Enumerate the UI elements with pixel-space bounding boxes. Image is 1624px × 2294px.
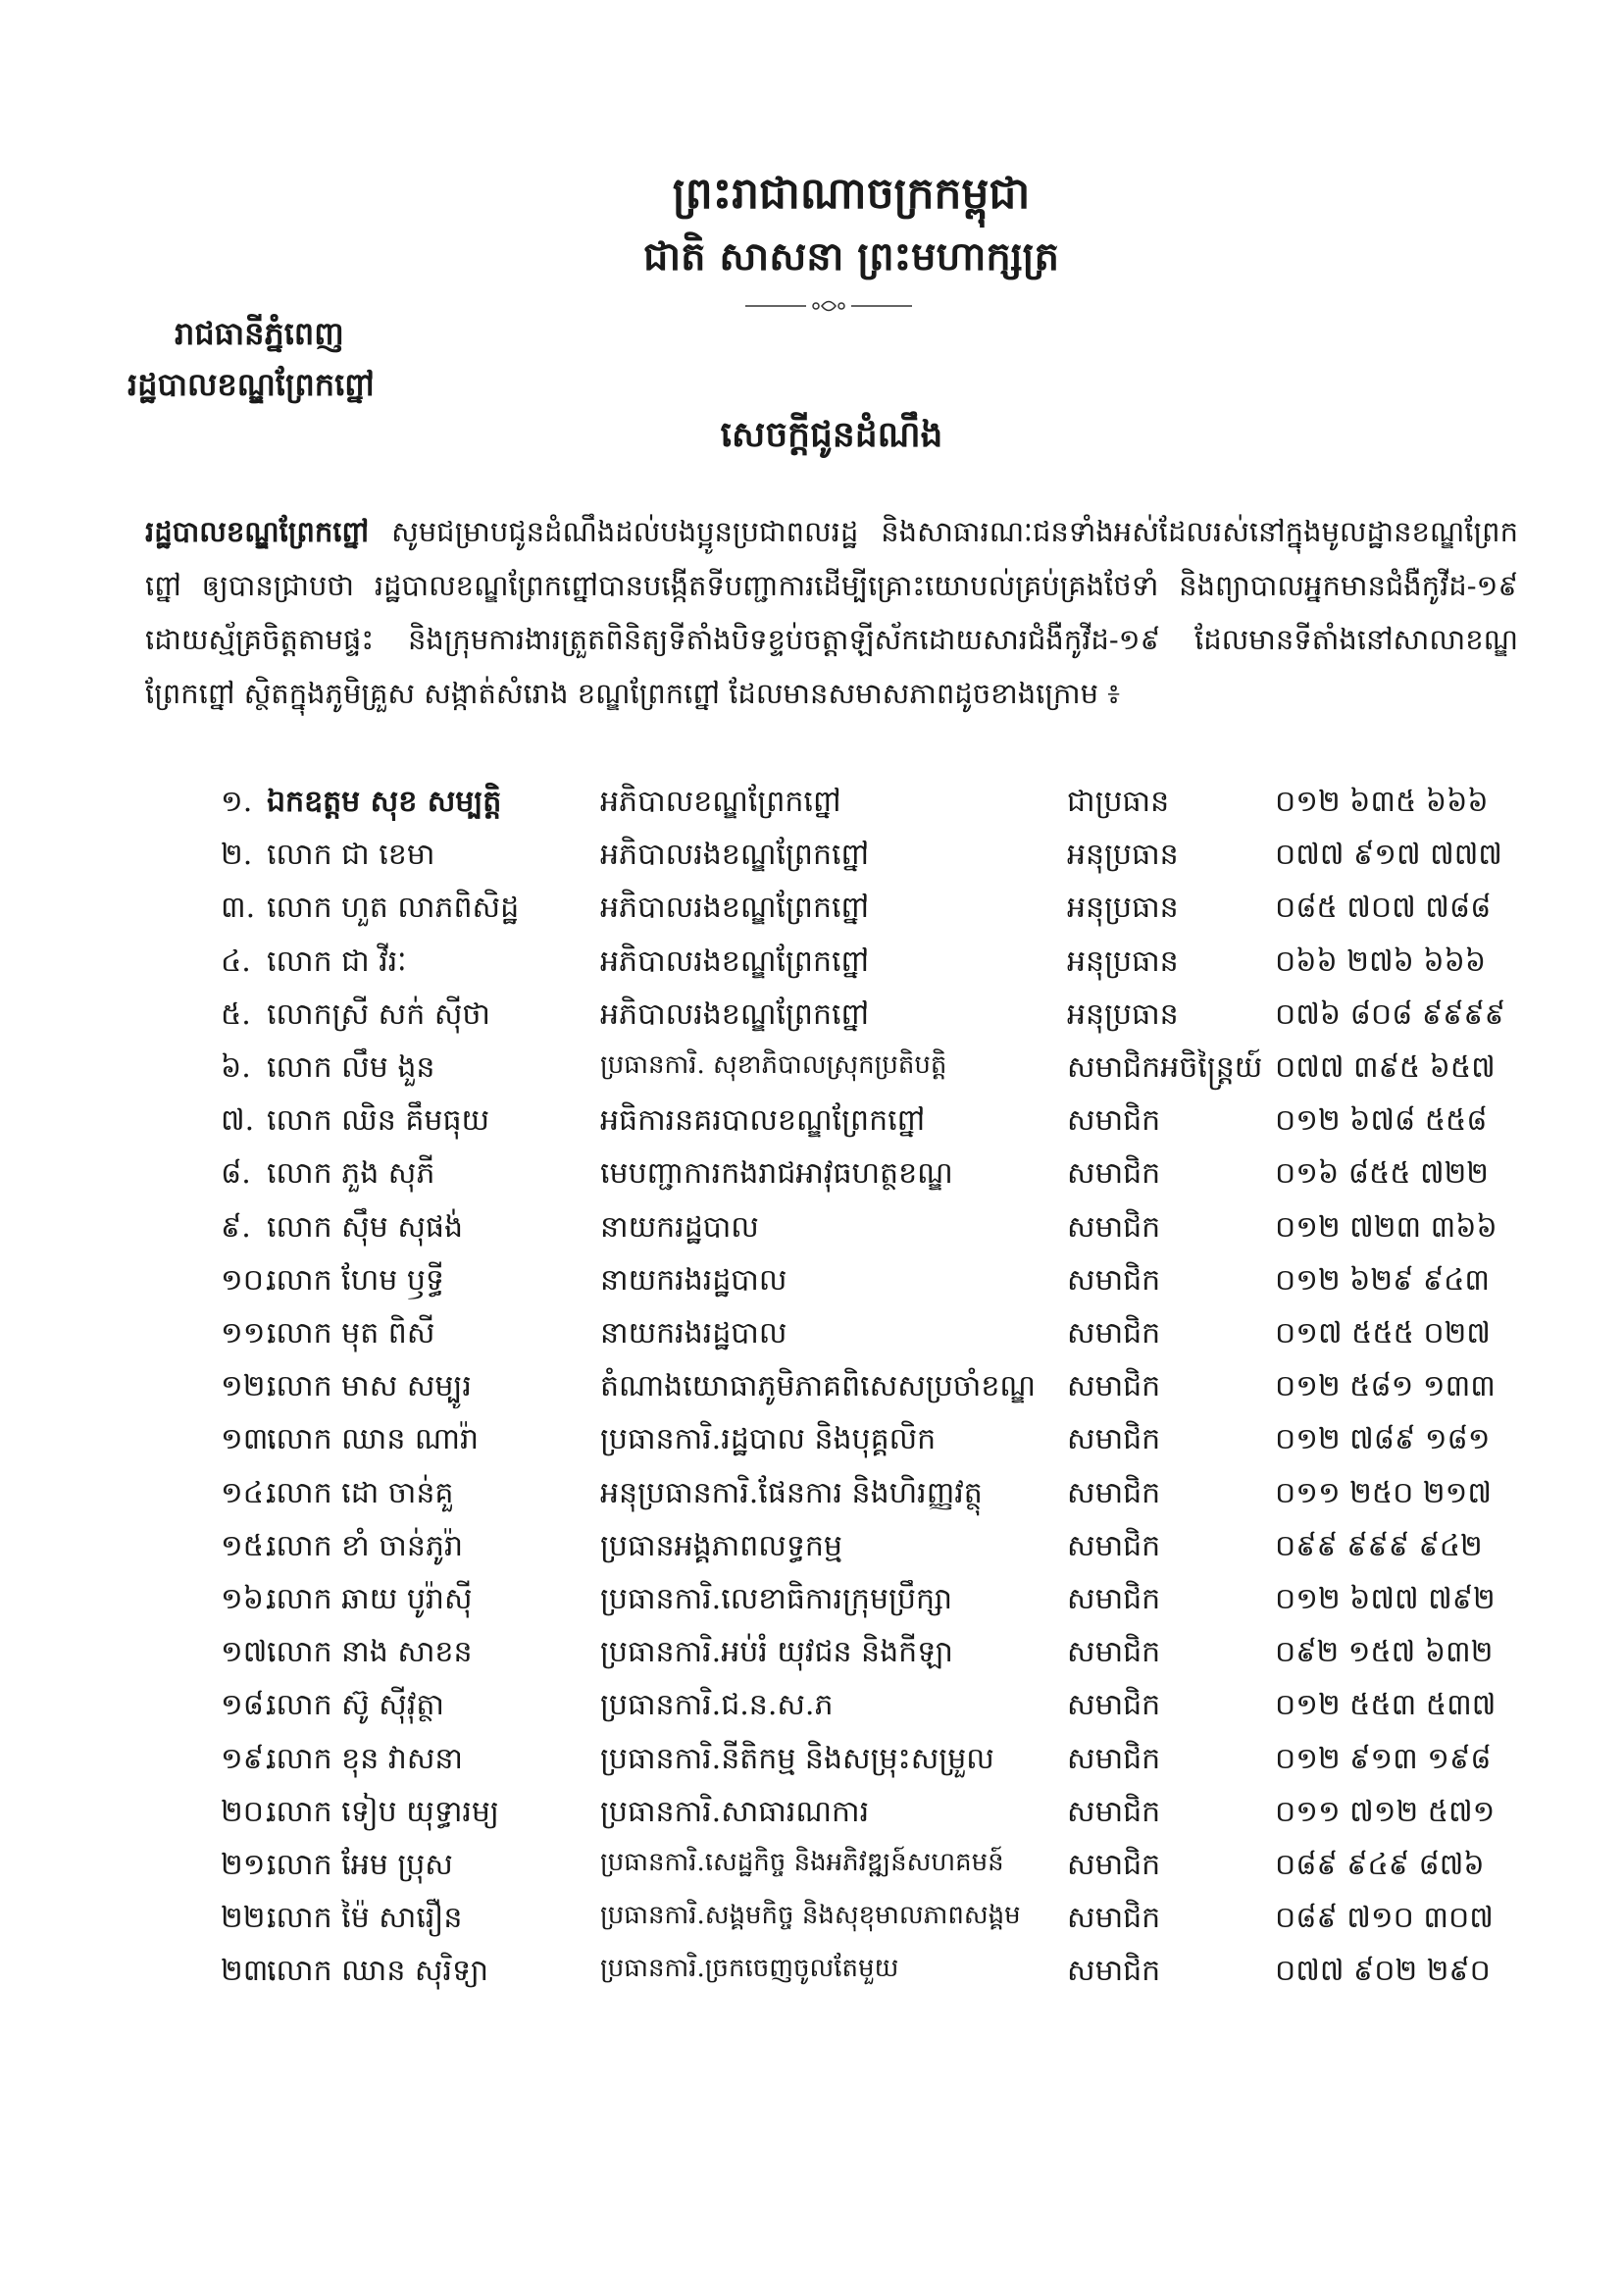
member-phone: ០៩២ ១៥៧ ៦៣២ [1275,1635,1494,1670]
member-row [0,1740,1624,1791]
member-number: ១៧. [221,1635,277,1670]
member-position: អធិការនគរបាលខណ្ឌព្រែកព្នៅ [600,1103,926,1139]
member-role: សមាជិក [1067,1954,1161,1989]
kingdom-motto: ជាតិ សាសនា ព្រះមហាក្សត្រ [643,233,1059,280]
member-position: ប្រធានការិ.លេខាធិការក្រុមប្រឹក្សា [600,1582,953,1616]
member-name: លោក ឆាយ បូរ៉ាស៊ី [267,1582,473,1616]
member-number: ១៨. [221,1688,274,1723]
member-row [0,1846,1624,1897]
member-name: លោក មាស សម្បូរ [267,1369,472,1404]
member-role: សមាជិក [1067,1688,1161,1723]
member-position: ប្រធានការិ.សង្គមកិច្ច និងសុខុមាលភាពសង្គម [600,1901,1021,1931]
member-role: ជាប្រធាន [1067,785,1170,819]
member-name: លោក ដោ ចាន់គួ [267,1475,454,1510]
member-position: អនុប្រធានការិ.ផែនការ និងហិរញ្ញវត្ថុ [600,1475,983,1510]
intro-body: សូមជម្រាបជូនដំណឹងដល់បងប្អូនប្រជាពលរដ្ឋ និងសាធារណៈជនទាំងអស់ដែលរស់នៅក្នុងមូលដ្ឋានខណ្ឌព្រែកព្នៅ ឲ្យបានជ្រាបថា រដ្ឋបាលខណ្ឌព្រែកព្នៅបានបង្កើតទីបញ្ជាការដើម្បីគ្រោះយោបល់គ្រប់គ្រងថែទាំ និងព្យាបាលអ្នកមានជំងឺកូវីដ-១៩ ដោយស្ម័គ្រចិត្តតាមផ្ទះ និងក្រុមការងារត្រួតពិនិត្យទីតាំងបិទខ្ទប់ចត្តាឡីស័កដោយសារជំងឺកូវីដ-១៩ ដែលមានទីតាំងនៅសាលាខណ្ឌព្រែកព្នៅ ស្ថិតក្នុងភូមិគ្រួស សង្កាត់សំរោង ខណ្ឌព្រែកព្នៅ ដែលមានសមាសភាពដូចខាងក្រោម ៖ [145,515,1518,710]
member-row [0,1686,1624,1737]
member-position: នាយករងរដ្ឋបាល [600,1316,787,1351]
member-phone: ០១២ ៦៧៧ ៧៩២ [1275,1582,1496,1616]
member-role: សមាជិក [1067,1635,1161,1670]
member-number: ១. [221,785,253,819]
member-name: លោក ខុន វាសនា [267,1741,463,1776]
member-row [0,1367,1624,1418]
document-title: សេចក្តីជូនដំណឹង [720,414,943,455]
member-name: លោក ហែម ឫទ្ធី [267,1262,444,1298]
kingdom-title: ព្រះរាជាណាចក្រកម្ពុជា [672,169,1031,219]
member-phone: ០៨៥ ៧០៧ ៧៨៨ [1275,891,1492,926]
member-number: ១៣. [221,1422,278,1457]
member-number: ១៩. [221,1741,274,1776]
member-phone: ០៧៧ ៩១៧ ៧៧៧ [1275,838,1502,873]
member-position: ប្រធានការិ.នីតិកម្ម និងសម្រុះសម្រួល [600,1741,994,1776]
member-name: លោក ជា វីរៈ [267,943,407,979]
intro-paragraph [145,505,1518,721]
member-role: សមាជិក [1067,1901,1161,1936]
member-position: ប្រធានការិ.អប់រំ យុវជន និងកីឡា [600,1635,953,1670]
member-role: អនុប្រធាន [1067,891,1179,926]
member-position: អភិបាលខណ្ឌព្រែកព្នៅ [600,785,841,819]
member-number: ៦. [221,1050,251,1085]
member-position: ប្រធានការិ.រដ្ឋបាល និងបុគ្គលិក [600,1422,937,1457]
member-phone: ០៨៩ ៧១០ ៣០៧ [1275,1901,1494,1936]
member-row [0,1420,1624,1471]
member-role: សមាជិក [1067,1794,1161,1829]
member-position: ប្រធានការិ.សាធារណការ [600,1794,870,1829]
member-number: ១២. [221,1369,275,1404]
member-role: សមាជិក [1067,1582,1161,1616]
member-name: លោក ឈាន សុរិទ្យា [267,1954,489,1989]
member-phone: ០១២ ៦៣៥ ៦៦៦ [1275,785,1489,819]
member-role: សមាជិកអចិន្ត្រៃយ៍ [1067,1050,1263,1085]
member-row [0,1527,1624,1578]
member-number: ៥. [221,996,251,1032]
member-position: នាយករងរដ្ឋបាល [600,1262,787,1298]
member-phone: ០៩៩ ៩៩៩ ៩៤២ [1275,1528,1483,1563]
member-number: ១៤. [221,1475,274,1510]
member-role: សមាជិក [1067,1741,1161,1776]
member-name: លោក អែម ប្រុស [267,1848,453,1882]
member-position: មេបញ្ជាការកងរាជអាវុធហត្ថខណ្ឌ [600,1156,953,1192]
member-role: អនុប្រធាន [1067,996,1179,1032]
member-role: សមាជិក [1067,1262,1161,1298]
member-row [0,1208,1624,1259]
member-row [0,1793,1624,1844]
member-number: ៣. [221,891,256,926]
member-name: លោក ហួត លាភពិសិដ្ឋ [267,891,520,926]
member-position: តំណាងយោធាភូមិភាគពិសេសប្រចាំខណ្ឌ [600,1369,1036,1404]
member-phone: ០១៦ ៨៥៥ ៧២២ [1275,1156,1489,1192]
member-phone: ០១១ ៧១២ ៥៧១ [1275,1794,1496,1829]
member-role: សមាជិក [1067,1848,1161,1882]
member-number: ២០. [221,1794,274,1829]
org-district: រដ្ឋបាលខណ្ឌព្រែកព្នៅ [127,366,375,403]
member-phone: ០១២ ៥៨១ ១៣៣ [1275,1369,1496,1404]
member-role: សមាជិក [1067,1103,1161,1139]
member-phone: ០១២ ៦២៩ ៩៤៣ [1275,1262,1491,1298]
member-name: លោកស្រី សក់ ស៊ីថា [267,996,490,1032]
member-phone: ០១២ ៥៥៣ ៥៣៧ [1275,1688,1497,1723]
member-name: លោក ជា ខេមា [267,838,435,873]
member-name: ឯកឧត្តម សុខ សម្បត្តិ [267,785,502,819]
member-phone: ០១២ ៦៧៨ ៥៥៨ [1275,1103,1488,1139]
member-phone: ០១២ ៧៨៩ ១៨១ [1275,1422,1491,1457]
member-position: ប្រធានការិ. សុខាភិបាលស្រុកប្រតិបត្តិ [600,1050,947,1080]
member-row [0,836,1624,887]
member-phone: ០១៧ ៥៥៥ ០២៧ [1275,1316,1491,1351]
member-name: លោក ឈាន ណារ៉ា [267,1422,480,1457]
member-number: ៩. [221,1209,251,1245]
member-position: ប្រធានអង្គភាពលទ្ធកម្ម [600,1528,842,1563]
member-row [0,1633,1624,1684]
member-row [0,1261,1624,1312]
member-row [0,943,1624,994]
member-number: ១០. [221,1262,274,1298]
member-phone: ០៨៩ ៩៤៩ ៨៧៦ [1275,1848,1485,1882]
member-phone: ០១១ ២៥០ ២១៧ [1275,1475,1492,1510]
member-name: លោក នាង សាខន [267,1635,473,1670]
member-position: ប្រធានការិ.សេដ្ឋកិច្ច និងអភិវឌ្ឍន៍សហគមន៍ [600,1848,1004,1877]
member-number: ៧. [221,1103,255,1139]
ornament-divider [745,294,912,318]
member-role: សមាជិក [1067,1209,1161,1245]
intro-lead: រដ្ឋបាលខណ្ឌព្រែកព្នៅ [145,515,370,548]
member-row [0,783,1624,834]
member-position: ប្រធានការិ.ច្រកចេញចូលតែមួយ [600,1954,899,1984]
member-row [0,1101,1624,1152]
member-name: លោក លឹម ងួន [267,1050,435,1085]
org-capital: រាជធានីភ្នំពេញ [175,315,344,352]
member-role: សមាជិក [1067,1369,1161,1404]
member-row [0,889,1624,940]
member-number: ៤. [221,943,251,979]
member-position: អភិបាលរងខណ្ឌព្រែកព្នៅ [600,943,870,979]
member-phone: ០១២ ៩១៣ ១៩៨ [1275,1741,1492,1776]
member-name: លោក មុត ពិសី [267,1316,435,1351]
member-number: ៨. [221,1156,251,1192]
member-phone: ០៧៧ ៣៩៥ ៦៥៧ [1275,1050,1496,1085]
member-name: លោក ស៊ឹម សុផង់ [267,1209,463,1245]
member-row [0,1154,1624,1205]
member-phone: ០៧៦ ៨០៨ ៩៩៩៩ [1275,996,1505,1032]
member-position: ប្រធានការិ.ជ.ន.ស.ភ [600,1688,834,1723]
member-role: សមាជិក [1067,1316,1161,1351]
member-number: ២១. [221,1848,275,1882]
member-number: ១៥. [221,1528,274,1563]
member-role: អនុប្រធាន [1067,943,1179,979]
member-phone: ០៧៧ ៩០២ ២៩០ [1275,1954,1491,1989]
member-number: ២៣. [221,1954,278,1989]
member-position: អភិបាលរងខណ្ឌព្រែកព្នៅ [600,996,870,1032]
member-role: សមាជិក [1067,1422,1161,1457]
member-row [0,1580,1624,1631]
member-row [0,1952,1624,2003]
member-role: សមាជិក [1067,1528,1161,1563]
member-number: ១១. [221,1316,275,1351]
member-number: ២២. [221,1901,275,1936]
member-row [0,1048,1624,1099]
member-number: ២. [221,838,253,873]
member-name: លោក ម៉ៃ សារឿន [267,1901,463,1936]
member-row [0,1314,1624,1365]
member-name: លោក ភួង សុភី [267,1156,435,1192]
member-position: អភិបាលរងខណ្ឌព្រែកព្នៅ [600,891,870,926]
member-row [0,995,1624,1046]
member-row [0,1899,1624,1950]
member-role: សមាជិក [1067,1475,1161,1510]
member-phone: ០៦៦ ២៧៦ ៦៦៦ [1275,943,1487,979]
member-name: លោក ខាំ ចាន់ភូរ៉ា [267,1528,463,1563]
member-position: នាយករដ្ឋបាល [600,1209,759,1245]
member-number: ១៦. [221,1582,274,1616]
member-role: អនុប្រធាន [1067,838,1179,873]
member-position: អភិបាលរងខណ្ឌព្រែកព្នៅ [600,838,870,873]
member-name: លោក ឈិន គឹមធុយ [267,1103,490,1139]
member-role: សមាជិក [1067,1156,1161,1192]
member-phone: ០១២ ៧២៣ ៣៦៦ [1275,1209,1497,1245]
member-name: លោក ទៀប យុទ្ធារម្យ [267,1794,499,1829]
member-name: លោក ស៊ូ ស៊ីវុត្ថា [267,1688,444,1723]
member-row [0,1474,1624,1525]
